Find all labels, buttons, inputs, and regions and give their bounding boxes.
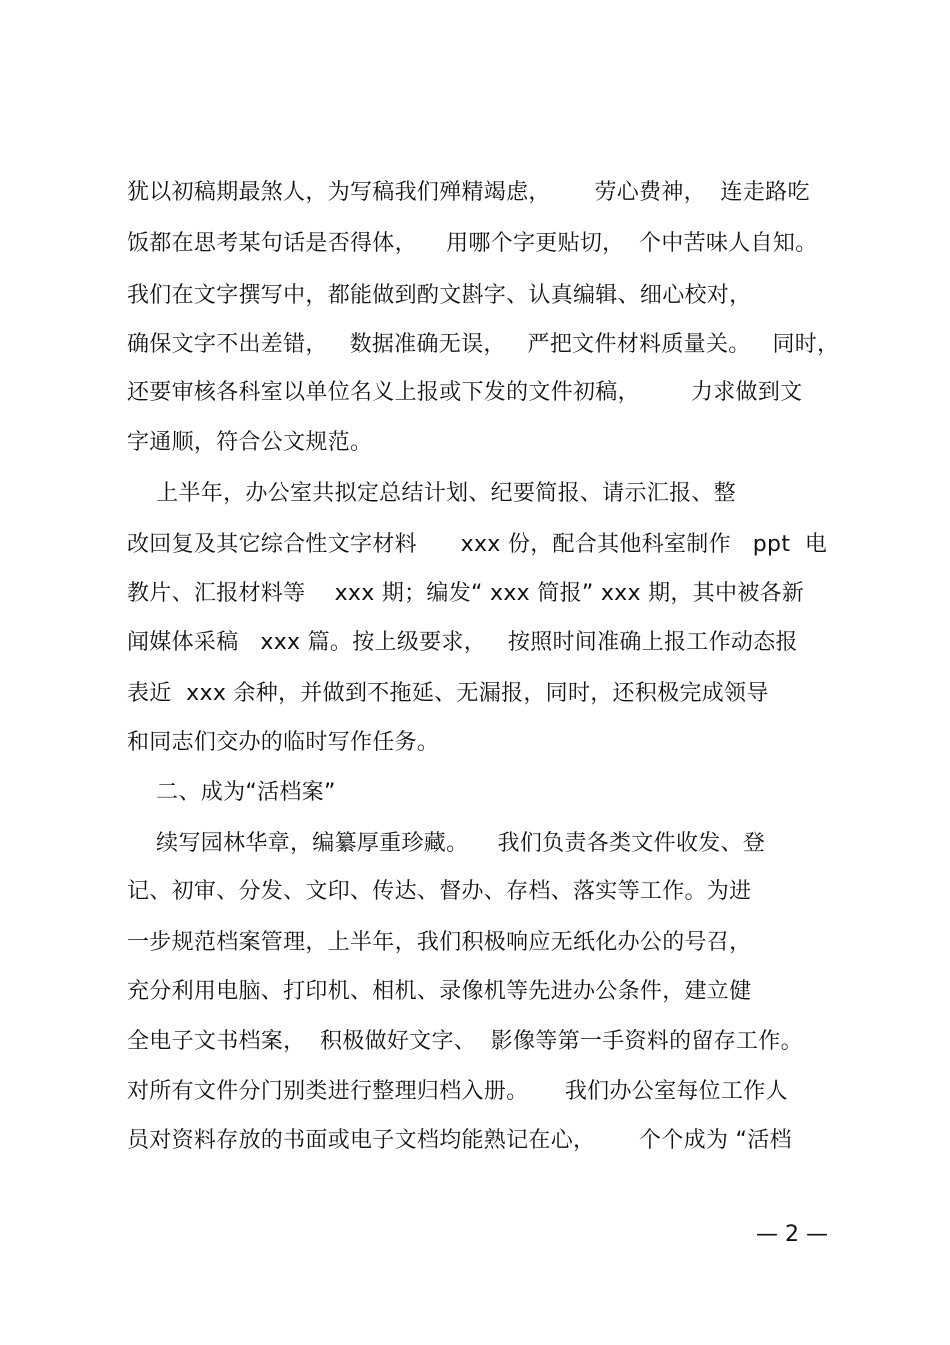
body-line: 员对资料存放的书面或电子文档均能熟记在心， 个个成为 “活档	[127, 1128, 792, 1153]
body-line: 和同志们交办的临时写作任务。	[127, 730, 440, 755]
body-line: 上半年，办公室共拟定总结计划、纪要简报、请示汇报、整	[127, 481, 736, 506]
body-line: 闻媒体采稿 xxx 篇。按上级要求， 按照时间准确上报工作动态报	[127, 630, 798, 655]
body-line: 全电子文书档案， 积极做好文字、 影像等第一手资料的留存工作。	[127, 1029, 803, 1054]
body-line: 确保文字不出差错， 数据准确无误， 严把文件材料质量关。 同时，	[127, 332, 840, 357]
body-line: 我们在文字撰写中，都能做到酌文斟字、认真编辑、细心校对，	[127, 283, 752, 308]
body-line: 记、初审、分发、文印、传达、督办、存档、落实等工作。为进	[127, 879, 752, 904]
body-line: 续写园林华章，编纂厚重珍藏。 我们负责各类文件收发、登	[127, 831, 766, 856]
body-line: 一步规范档案管理，上半年，我们积极响应无纸化办公的号召，	[127, 930, 752, 955]
body-line: 充分利用电脑、打印机、相机、录像机等先进办公条件，建立健	[127, 979, 752, 1004]
body-line: 对所有文件分门别类进行整理归档入册。 我们办公室每位工作人	[127, 1079, 788, 1104]
body-line: 改回复及其它综合性文字材料 xxx 份，配合其他科室制作 ppt 电	[127, 532, 828, 557]
body-line: 犹以初稿期最煞人，为写稿我们殚精竭虑， 劳心费神， 连走路吃	[127, 180, 810, 205]
body-line: 字通顺，符合公文规范。	[127, 430, 373, 455]
body-line: 饭都在思考某句话是否得体， 用哪个字更贴切， 个中苦味人自知。	[127, 231, 818, 256]
body-line: 表近 xxx 余种，并做到不拖延、无漏报，同时，还积极完成领导	[127, 681, 769, 706]
body-line: 还要审核各科室以单位名义上报或下发的文件初稿， 力求做到文	[127, 380, 803, 405]
body-line: 教片、汇报材料等 xxx 期；编发“ xxx 简报” xxx 期，其中被各新	[127, 581, 805, 606]
page-number: — 2 —	[756, 1222, 828, 1247]
section-heading: 二、成为“活档案”	[127, 780, 336, 805]
